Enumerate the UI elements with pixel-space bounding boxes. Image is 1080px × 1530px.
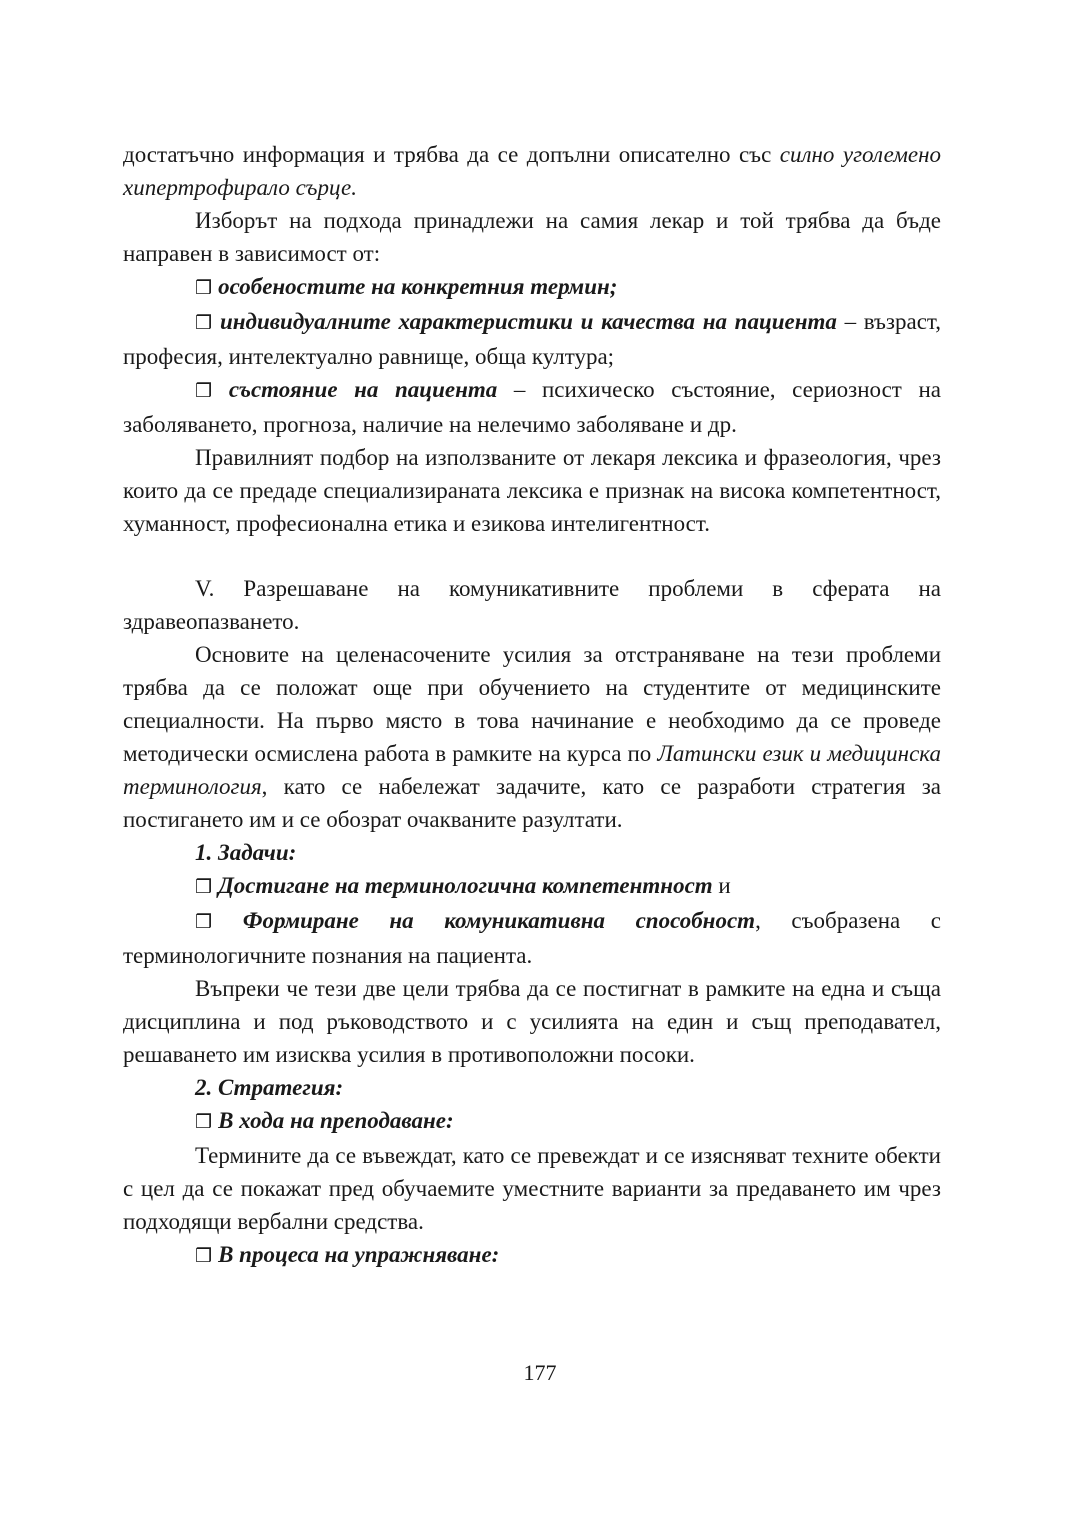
page-number: 177 bbox=[523, 1360, 557, 1385]
text-segment: – психическо състояние, сериозност на заболяването, прогноза, наличие на нелечимо заболяване и др. bbox=[123, 377, 941, 437]
checkbox-bullet-icon: ❒ bbox=[195, 1111, 219, 1133]
list-item bbox=[123, 904, 941, 972]
checkbox-bullet-icon: ❒ bbox=[195, 876, 219, 898]
text-segment: V. Разрешаване на комуникативните проблеми в сферата на здравеопазването. bbox=[123, 576, 941, 634]
checkbox-bullet-icon: ❒ bbox=[195, 1245, 219, 1267]
text-segment: достатъчно информация и трябва да се допълни описателно със bbox=[123, 142, 780, 167]
checkbox-bullet-icon: ❒ bbox=[195, 312, 220, 334]
text-segment: Изборът на подхода принадлежи на самия лекар и той трябва да бъде направен в зависимост от: bbox=[123, 208, 941, 266]
checkbox-bullet-icon: ❒ bbox=[195, 277, 219, 299]
text-segment: В хода на преподаване: bbox=[218, 1108, 454, 1133]
checkbox-bullet-icon: ❒ bbox=[195, 911, 243, 933]
text-segment: 1. Задачи: bbox=[195, 840, 297, 865]
text-segment: Въпреки че тези две цели трябва да се постигнат в рамките на една и съща дисциплина и под ръководството и с усилията на един и същ преподавател, решаването им изисква усилия в противоположни посоки. bbox=[123, 976, 941, 1067]
list-item bbox=[123, 373, 941, 441]
text-segment: – възраст, професия, интелектуално равнище, обща култура; bbox=[123, 309, 941, 369]
text-segment: особеностите на конкретния термин; bbox=[218, 274, 618, 299]
list-item bbox=[123, 270, 941, 305]
text-segment: Достигане на терминологична компетентност bbox=[218, 873, 713, 898]
paragraph bbox=[123, 1139, 941, 1238]
paragraph bbox=[123, 972, 941, 1071]
text-segment: състояние на пациента bbox=[228, 377, 498, 402]
list-item bbox=[123, 869, 941, 904]
list-heading bbox=[123, 1071, 941, 1104]
text-segment: индивидуалните характеристики и качества на пациента bbox=[220, 309, 837, 334]
text-segment: 2. Стратегия: bbox=[195, 1075, 344, 1100]
checkbox-bullet-icon: ❒ bbox=[195, 380, 229, 402]
list-item bbox=[123, 305, 941, 373]
section-heading bbox=[123, 572, 941, 638]
list-item bbox=[123, 1238, 941, 1273]
text-segment: , съобразена с терминологичните познания на пациента. bbox=[123, 908, 941, 968]
text-segment: Основите на целенасочените усилия за отстраняване на тези проблеми трябва да се положат още при обучението на студентите от медицинските специалности. На първо място в това начинание е необходимо да се проведе методически осмислена работа в рамките на курса по bbox=[123, 642, 941, 766]
paragraph bbox=[123, 638, 941, 836]
text-segment: В процеса на упражняване: bbox=[218, 1242, 500, 1267]
text-segment: Латински език и медицинска терминология bbox=[123, 741, 941, 799]
paragraph bbox=[123, 138, 941, 204]
text-segment: Правилният подбор на използваните от лекаря лексика и фразеология, чрез които да се предаде специализираната лексика е признак на висока компетентност, хуманност, професионална етика и езикова интелигентност. bbox=[123, 445, 941, 536]
text-segment: , като се набележат задачите, като се разработи стратегия за постигането им и се обозрат очакваните разултати. bbox=[123, 774, 941, 832]
text-segment: Термините да се въвеждат, като се превеждат и се изясняват техните обекти с цел да се покажат пред обучаемите уместните варианти за предаването им чрез подходящи вербални средства. bbox=[123, 1143, 941, 1234]
text-segment: Формиране на комуникативна способност bbox=[242, 908, 756, 933]
page-content bbox=[123, 138, 941, 1273]
list-heading bbox=[123, 836, 941, 869]
list-item bbox=[123, 1104, 941, 1139]
paragraph bbox=[123, 204, 941, 270]
paragraph bbox=[123, 441, 941, 540]
text-segment: силно уголемено хипертрофирало сърце. bbox=[123, 142, 942, 200]
text-segment: и bbox=[712, 873, 731, 898]
